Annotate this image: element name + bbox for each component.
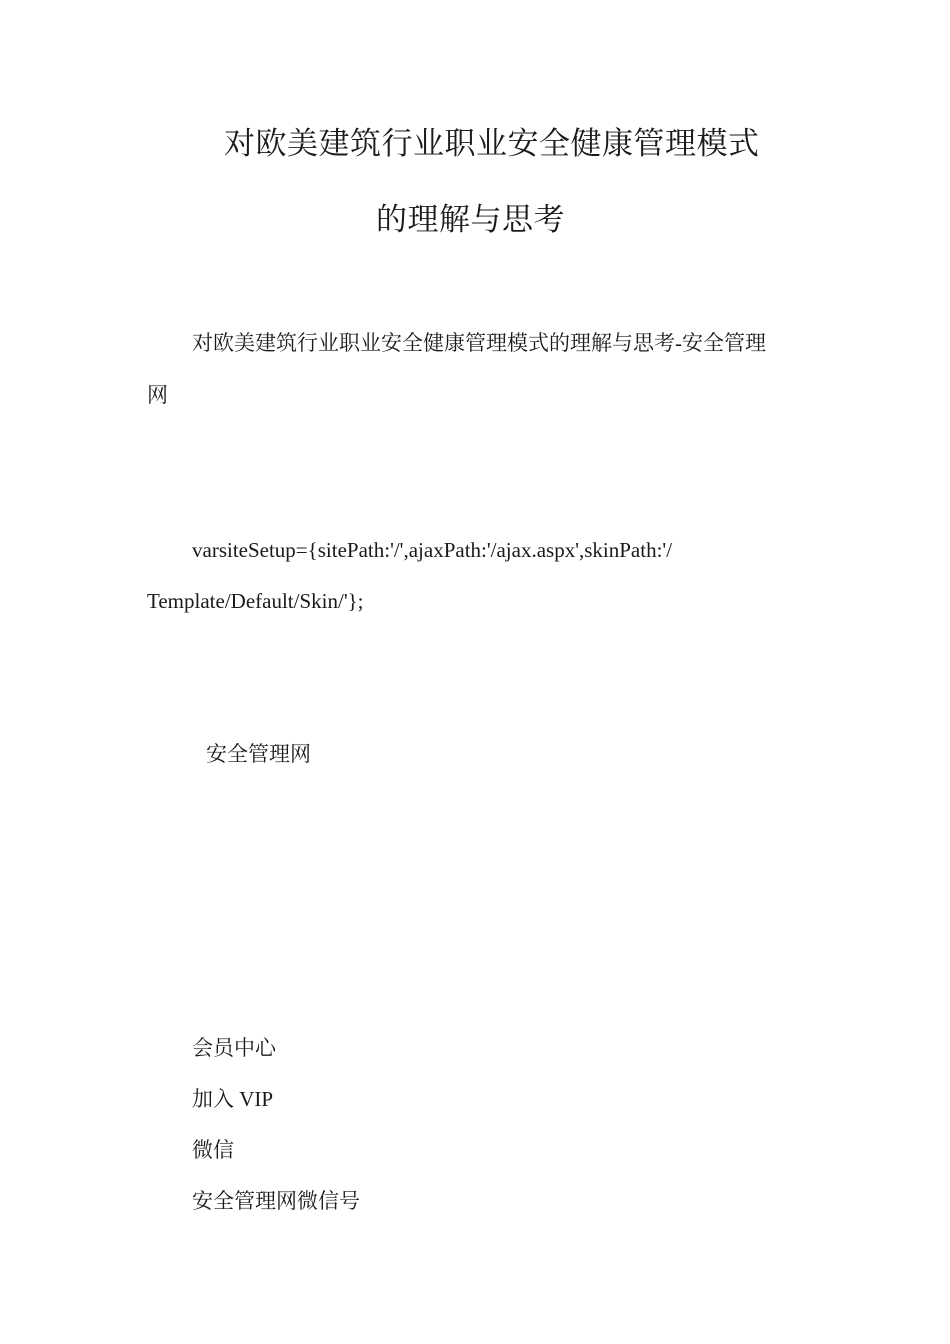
intro-paragraph-line-1: 对欧美建筑行业职业安全健康管理模式的理解与思考-安全管理: [192, 331, 766, 355]
join-vip-link[interactable]: 加入 VIP: [192, 1087, 274, 1111]
document-title-line-1: 对欧美建筑行业职业安全健康管理模式: [224, 126, 760, 161]
script-text-line-2: Template/Default/Skin/'};: [147, 589, 364, 613]
member-center-link[interactable]: 会员中心: [192, 1036, 276, 1060]
site-name-text: 安全管理网: [206, 742, 311, 766]
script-text-line-1: varsiteSetup={sitePath:'/',ajaxPath:'/ajax.aspx',skinPath:'/: [192, 538, 673, 562]
wechat-link[interactable]: 微信: [192, 1138, 234, 1162]
intro-paragraph-line-2: 网: [147, 383, 168, 407]
wechat-account-link[interactable]: 安全管理网微信号: [192, 1189, 360, 1213]
document-title-line-2: 的理解与思考: [376, 202, 565, 237]
